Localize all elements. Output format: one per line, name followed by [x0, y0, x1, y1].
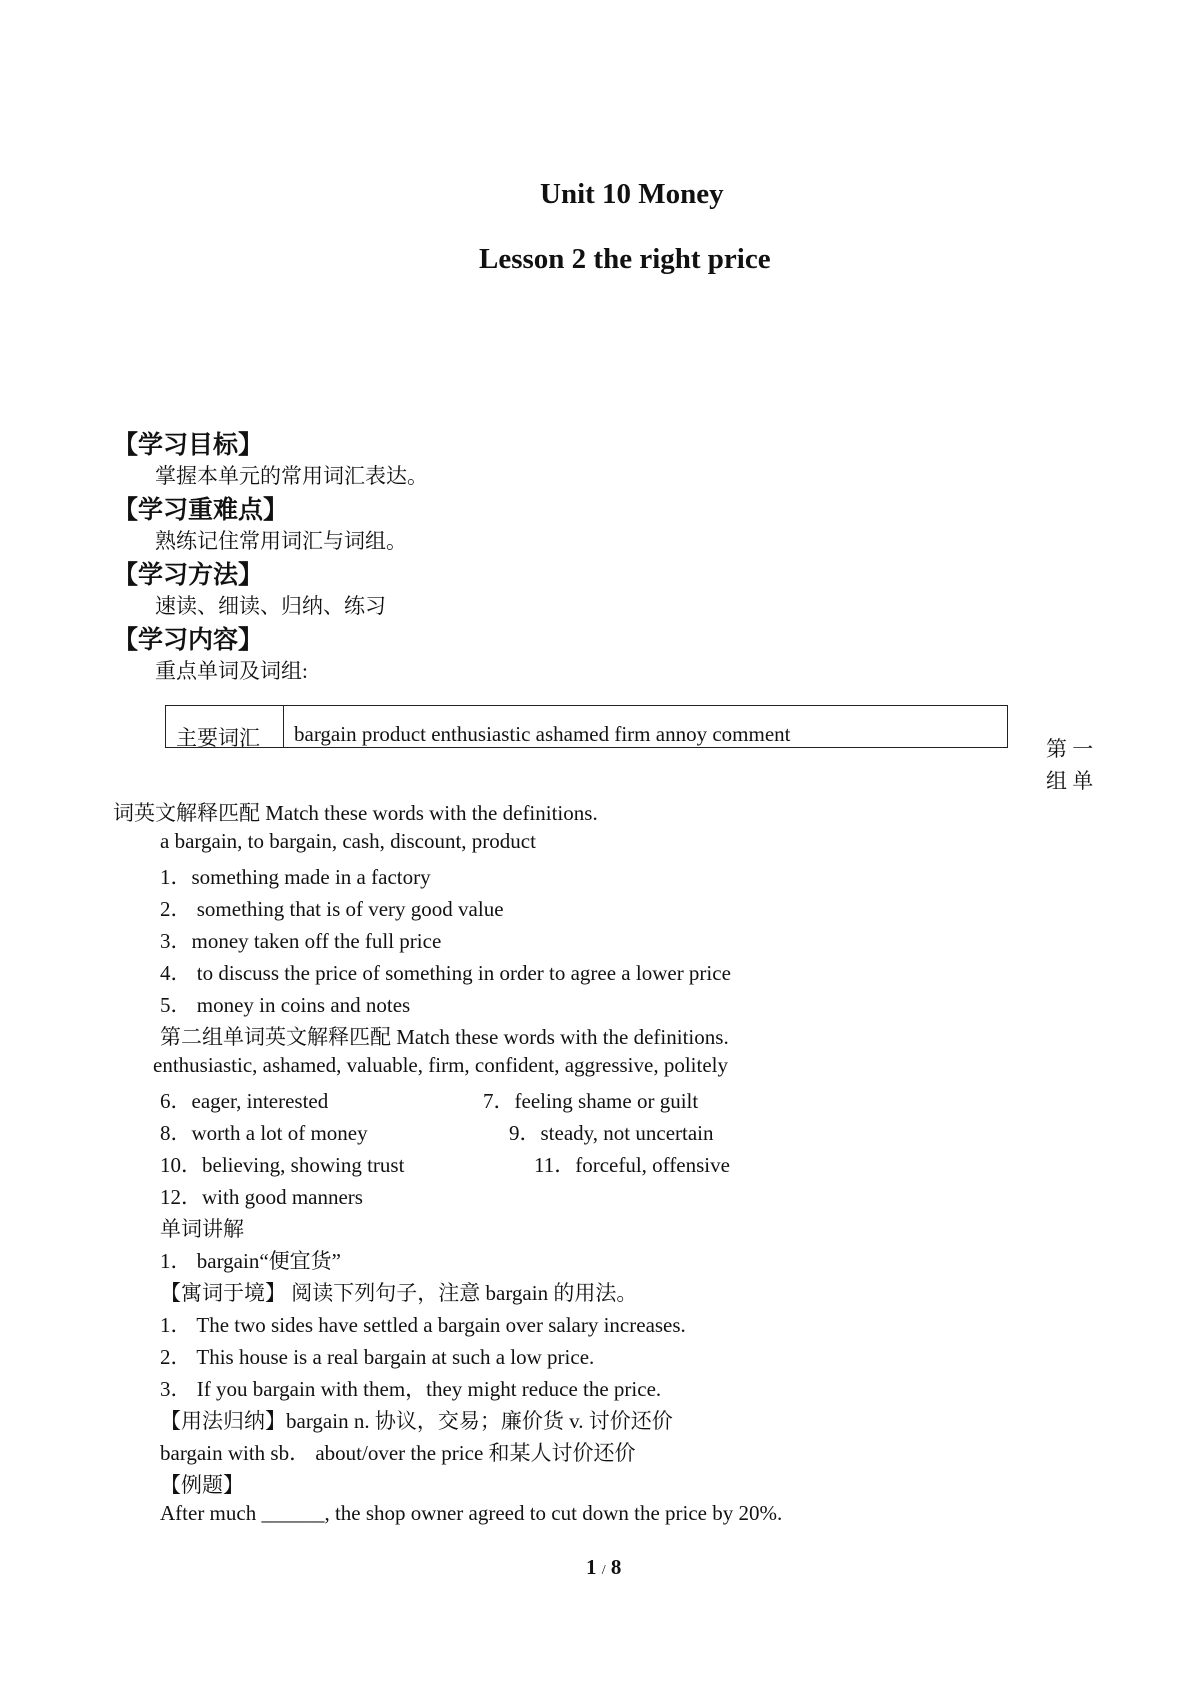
example-sentence: 1． The two sides have settled a bargain over salary increases. — [160, 1313, 686, 1337]
explain-word-title: 1． bargain“便宜货” — [160, 1249, 341, 1273]
page-current: 1 — [586, 1555, 597, 1579]
content-heading: 【学习内容】 — [113, 627, 264, 654]
group1-item: 3．money taken off the full price — [160, 929, 442, 953]
group2-item: 9．steady, not uncertain — [509, 1121, 714, 1145]
group1-intro: 词英文解释匹配 Match these words with the definitions. — [113, 801, 598, 825]
method-text: 速读、细读、归纳、练习 — [155, 594, 386, 618]
group2-item: 12．with good manners — [160, 1185, 363, 1209]
example-sentence: 3． If you bargain with them，they might reduce the price. — [160, 1377, 662, 1401]
page-number — [586, 1555, 621, 1580]
goal-heading: 【学习目标】 — [113, 432, 264, 459]
unit-title: Unit 10 Money — [540, 178, 724, 210]
group2-item: 10．believing, showing trust — [160, 1153, 405, 1177]
side-text-line2: 组 单 — [1046, 769, 1094, 793]
vocab-table — [165, 705, 1008, 748]
group2-item: 6．eager, interested — [160, 1089, 329, 1113]
vocab-label: 主要词汇 — [176, 726, 260, 750]
group2-item: 11．forceful, offensive — [534, 1153, 730, 1177]
group1-item: 4． to discuss the price of something in order to agree a lower price — [160, 961, 731, 985]
usage-summary: 【用法归纳】bargain n. 协议，交易；廉价货 v. 讨价还价 — [160, 1409, 673, 1433]
method-heading: 【学习方法】 — [113, 562, 264, 589]
context-heading: 【寓词于境】 阅读下列句子，注意 bargain 的用法。 — [160, 1281, 638, 1305]
example-sentence: 2． This house is a real bargain at such a low price. — [160, 1345, 595, 1369]
group1-item: 5． money in coins and notes — [160, 993, 411, 1017]
content-text: 重点单词及词组: — [155, 659, 308, 683]
goal-text: 掌握本单元的常用词汇表达。 — [155, 464, 428, 488]
group1-item: 1．something made in a factory — [160, 865, 431, 889]
vocab-words: bargain product enthusiastic ashamed firm annoy comment — [294, 722, 791, 746]
vocab-divider — [283, 706, 284, 747]
page-total: 8 — [610, 1555, 622, 1579]
focus-heading: 【学习重难点】 — [113, 497, 289, 524]
focus-text: 熟练记住常用词汇与词组。 — [155, 529, 407, 553]
group1-item: 2． something that is of very good value — [160, 897, 504, 921]
group2-item: 8．worth a lot of money — [160, 1121, 368, 1145]
group2-intro: 第二组单词英文解释匹配 Match these words with the definitions. — [160, 1025, 729, 1049]
side-text-line1: 第 一 — [1046, 737, 1094, 761]
example-question: After much ______, the shop owner agreed to cut down the price by 20%. — [160, 1501, 783, 1525]
page-separator: / — [601, 1563, 606, 1578]
group1-words: a bargain, to bargain, cash, discount, product — [160, 829, 536, 853]
example-heading: 【例题】 — [160, 1473, 244, 1497]
group2-words: enthusiastic, ashamed, valuable, firm, confident, aggressive, politely — [153, 1053, 728, 1077]
explain-heading: 单词讲解 — [160, 1217, 244, 1241]
usage-phrase: bargain with sb． about/over the price 和某人讨价还价 — [160, 1441, 636, 1465]
lesson-title: Lesson 2 the right price — [479, 243, 771, 275]
group2-item: 7．feeling shame or guilt — [483, 1089, 699, 1113]
